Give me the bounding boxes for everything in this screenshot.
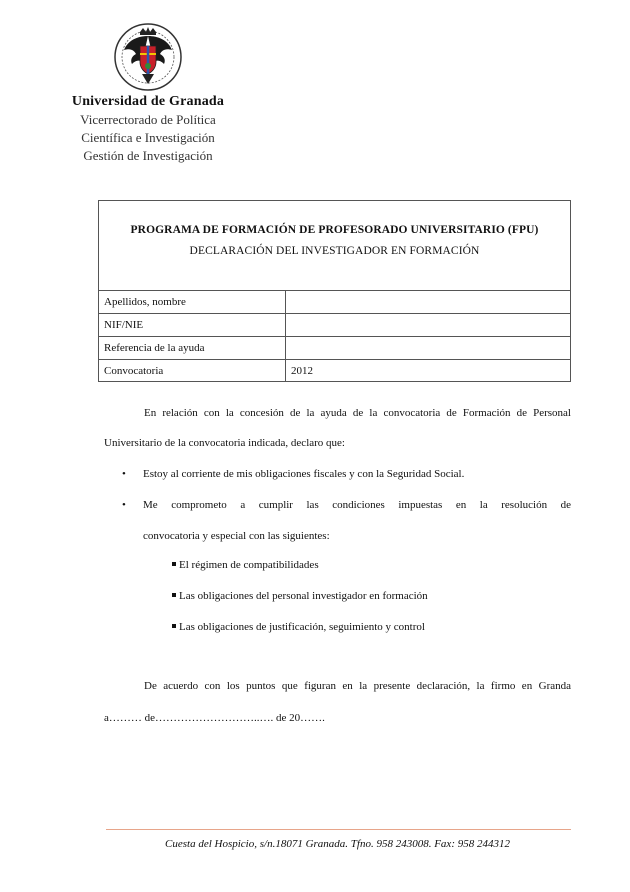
row-label: NIF/NIE [99,314,286,337]
bullet-icon: • [122,468,126,480]
row-label: Apellidos, nombre [99,291,286,314]
subitem-text: El régimen de compatibilidades [179,559,319,571]
list-item [172,559,319,571]
form-subtitle: DECLARACIÓN DEL INVESTIGADOR EN FORMACIÓN [189,245,480,257]
list-item [122,468,571,480]
square-bullet-icon [172,562,176,566]
subitem-text: Las obligaciones de justificación, seguimiento y control [179,621,425,633]
bullet-text: Estoy al corriente de mis obligaciones fiscales y con la Seguridad Social. [143,468,465,480]
applicant-data-table [99,291,570,382]
table-row [99,291,570,314]
square-bullet-icon [172,593,176,597]
table-row [99,360,570,383]
declaration-form-box [98,200,571,382]
form-header [99,201,570,291]
square-bullet-icon [172,624,176,628]
list-item [172,590,428,602]
department-line-2: Científica e Investigación [81,130,215,145]
name-field[interactable] [286,291,571,314]
list-item [172,621,425,633]
footer-divider [106,829,571,830]
convocatoria-field[interactable]: 2012 [291,365,313,377]
intro-paragraph-line-1: En relación con la concesión de la ayuda de la convocatoria de Formación de Personal [144,407,571,419]
table-row [99,337,570,360]
bullet-icon: • [122,499,126,511]
institution-name: Universidad de Granada [71,94,225,109]
subitem-text: Las obligaciones del personal investigador en formación [179,590,428,602]
bullet-text-continuation: convocatoria y especial con las siguientes: [143,530,330,542]
intro-paragraph-line-2: Universitario de la convocatoria indicada, declaro que: [104,437,345,449]
table-row [99,314,570,337]
nif-field[interactable] [286,314,571,337]
reference-field[interactable] [286,337,571,360]
bullet-text: Me comprometo a cumplir las condiciones impuestas en la resolución de [143,499,571,511]
row-label: Convocatoria [99,360,286,383]
footer-address: Cuesta del Hospicio, s/n.18071 Granada. Tfno. 958 243008. Fax: 958 244312 [165,838,510,850]
department-line-1: Vicerrectorado de Política [80,112,216,127]
form-title: PROGRAMA DE FORMACIÓN DE PROFESORADO UNIVERSITARIO (FPU) [130,224,539,236]
department-line-3: Gestión de Investigación [83,148,213,163]
closing-paragraph-line-1: De acuerdo con los puntos que figuran en la presente declaración, la firmo en Granda [144,680,571,692]
closing-paragraph-line-2: a……… de………………………..…. de 20……. [104,712,325,724]
institution-header [68,93,228,165]
row-label: Referencia de la ayuda [99,337,286,360]
university-crest-logo [112,22,184,92]
list-item [122,499,571,511]
